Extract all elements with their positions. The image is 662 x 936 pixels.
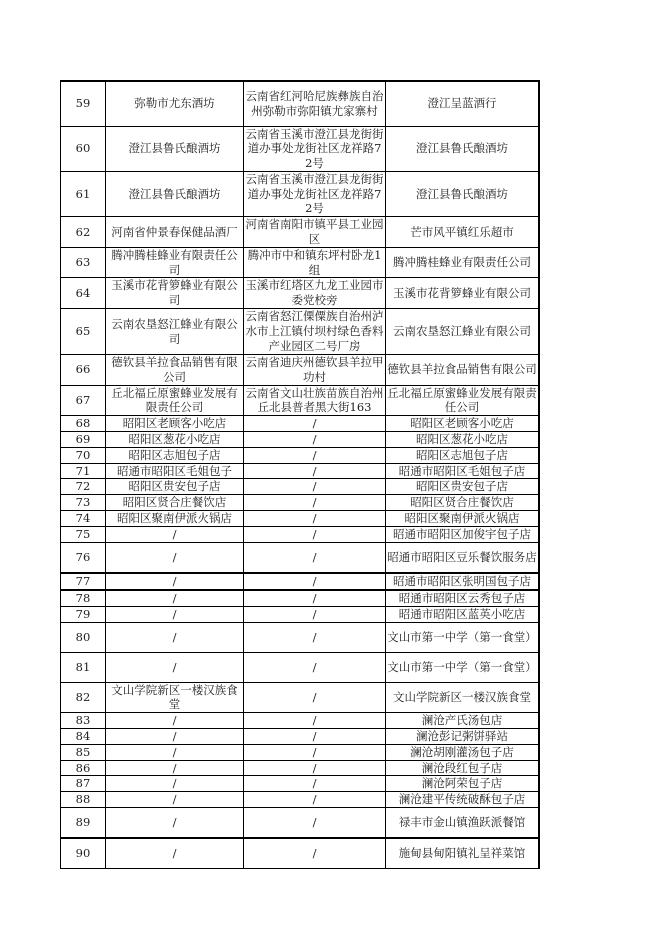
row-number-cell: 71 xyxy=(61,463,106,479)
table-row xyxy=(61,447,540,463)
producer-name-cell: / xyxy=(106,744,244,760)
producer-address-cell: / xyxy=(244,807,386,838)
producer-name-cell: 昭阳区聚南伊派火锅店 xyxy=(106,511,244,527)
seller-name-cell: 昭通市昭阳区加俊宇包子店 xyxy=(386,526,540,542)
seller-name-cell: 昭通市昭阳区毛姐包子店 xyxy=(386,463,540,479)
producer-address-cell: 云南省玉溪市澄江县龙街街道办事处龙街社区龙祥路72号 xyxy=(245,171,384,216)
producer-address-cell: / xyxy=(244,622,386,652)
table-row xyxy=(61,573,540,590)
seller-name-cell: 云南农垦怒江蜂业有限公司 xyxy=(386,309,540,355)
seller-name-cell: 昭阳区贵安包子店 xyxy=(386,479,540,495)
seller-name-cell: 澜沧段红包子店 xyxy=(386,760,540,776)
producer-name-cell: 昭阳区老顾客小吃店 xyxy=(106,416,244,432)
producer-address-cell: / xyxy=(244,447,386,463)
producer-address-cell: 云南省红河哈尼族彝族自治州弥勒市弥阳镇尤家寨村 xyxy=(244,81,386,126)
table-row xyxy=(61,526,540,542)
table-row xyxy=(61,792,540,808)
table-row xyxy=(61,652,540,682)
table-row xyxy=(61,807,540,838)
row-number-cell: 69 xyxy=(61,432,106,448)
table-row xyxy=(61,479,540,495)
producer-name-cell: 昭阳区志旭包子店 xyxy=(106,447,244,463)
producer-name-cell: 河南省仲景春保健品酒厂 xyxy=(106,217,244,248)
producer-name-cell: / xyxy=(106,573,244,590)
row-number-cell: 80 xyxy=(61,622,106,652)
producer-name-cell: 弥勒市尤东酒坊 xyxy=(106,81,244,126)
seller-name-cell: 昭通市昭阳区张明国包子店 xyxy=(386,573,540,590)
producer-name-cell: / xyxy=(106,728,244,744)
producer-name-cell: / xyxy=(106,713,244,729)
row-number-cell: 81 xyxy=(61,652,106,682)
producer-address-cell: / xyxy=(244,463,386,479)
seller-name-cell: 丘北福丘原蜜蜂业发展有限责任公司 xyxy=(386,385,540,416)
table-row xyxy=(61,217,540,248)
producer-name-cell: 昭阳区贤合庄餐饮店 xyxy=(106,495,244,511)
seller-name-cell: 芒市风平镇红乐超市 xyxy=(386,217,540,248)
producer-name-cell: / xyxy=(106,792,244,808)
row-number-cell: 66 xyxy=(61,355,106,386)
table-row xyxy=(61,776,540,792)
producer-address-cell: / xyxy=(244,682,386,713)
seller-name-cell: 昭通市昭阳区云秀包子店 xyxy=(386,590,540,606)
table-row xyxy=(61,247,540,278)
row-number-cell: 72 xyxy=(61,479,106,495)
producer-name-cell: 澄江县鲁氏酿酒坊 xyxy=(106,126,244,171)
row-number-cell: 90 xyxy=(61,838,106,868)
row-number-cell: 87 xyxy=(61,776,106,792)
row-number-cell: 79 xyxy=(61,606,106,622)
seller-name-cell: 禄丰市金山镇渔跃派餐馆 xyxy=(386,807,540,838)
producer-name-cell: / xyxy=(106,622,244,652)
table-row xyxy=(61,278,540,309)
producer-name-cell: / xyxy=(106,652,244,682)
seller-name-cell: 澄江县鲁氏酿酒坊 xyxy=(386,126,540,171)
table-row xyxy=(61,542,540,573)
table-row xyxy=(61,838,540,868)
seller-name-cell: 昭阳区葱花小吃店 xyxy=(386,432,540,448)
producer-name-cell: 德钦县羊拉食品销售有限公司 xyxy=(106,355,244,386)
producer-address-cell: / xyxy=(244,542,386,573)
producer-name-cell: 丘北福丘原蜜蜂业发展有限责任公司 xyxy=(106,385,244,416)
producer-name-cell: / xyxy=(106,760,244,776)
seller-name-cell: 昭阳区志旭包子店 xyxy=(386,447,540,463)
producer-name-cell: 云南农垦怒江蜂业有限公司 xyxy=(106,309,244,355)
producer-address-cell: 腾冲市中和镇东坪村卧龙1组 xyxy=(244,247,386,278)
producer-address-cell: / xyxy=(244,590,386,606)
producer-name-cell: 腾冲腾桂蜂业有限责任公司 xyxy=(106,247,244,278)
row-number-cell: 65 xyxy=(61,309,106,355)
row-number-cell: 67 xyxy=(61,385,106,416)
table-row xyxy=(61,416,540,432)
producer-name-cell: 昭阳区贵安包子店 xyxy=(106,479,244,495)
producer-name-cell: 文山学院新区一楼汉族食堂 xyxy=(106,682,244,713)
seller-name-cell: 施甸县甸阳镇礼呈祥菜馆 xyxy=(386,838,540,868)
producer-address-cell: 云南省怒江傈僳族自治州泸水市上江镇付坝村绿色香料产业园区二号厂房 xyxy=(245,309,384,353)
producer-address-cell: / xyxy=(244,495,386,511)
producer-address-cell: / xyxy=(244,573,386,590)
row-number-cell: 82 xyxy=(61,682,106,713)
row-number-cell: 74 xyxy=(61,511,106,527)
row-number-cell: 70 xyxy=(61,447,106,463)
producer-name-cell: / xyxy=(106,542,244,573)
seller-name-cell: 德钦县羊拉食品销售有限公司 xyxy=(386,355,540,386)
row-number-cell: 83 xyxy=(61,713,106,729)
seller-name-cell: 昭阳区贤合庄餐饮店 xyxy=(386,495,540,511)
seller-name-cell: 昭通市昭阳区豆乐餐饮服务店 xyxy=(386,542,540,573)
table-row xyxy=(61,463,540,479)
producer-name-cell: / xyxy=(106,776,244,792)
producer-address-cell: / xyxy=(244,526,386,542)
producer-name-cell: 澄江县鲁氏酿酒坊 xyxy=(106,171,244,216)
producer-address-cell: 玉溪市红塔区九龙工业园市委党校旁 xyxy=(245,278,384,308)
producer-name-cell: / xyxy=(106,526,244,542)
table-row xyxy=(61,606,540,622)
producer-name-cell: / xyxy=(106,807,244,838)
seller-name-cell: 昭阳区老顾客小吃店 xyxy=(386,416,540,432)
seller-name-cell: 澜沧胡刚灌汤包子店 xyxy=(386,744,540,760)
producer-address-cell: / xyxy=(244,511,386,527)
row-number-cell: 84 xyxy=(61,728,106,744)
seller-name-cell: 腾冲腾桂蜂业有限责任公司 xyxy=(386,247,540,278)
producer-name-cell: / xyxy=(106,606,244,622)
producer-name-cell: / xyxy=(106,590,244,606)
producer-name-cell: 玉溪市花背箩蜂业有限公司 xyxy=(106,278,244,309)
seller-name-cell: 澄江县鲁氏酿酒坊 xyxy=(386,171,540,216)
table-row xyxy=(61,760,540,776)
row-number-cell: 85 xyxy=(61,744,106,760)
table-row xyxy=(61,385,540,416)
row-number-cell: 77 xyxy=(61,573,106,590)
spreadsheet-page xyxy=(60,80,537,869)
table-row xyxy=(61,495,540,511)
table-row xyxy=(61,590,540,606)
producer-address-cell: / xyxy=(244,432,386,448)
producer-address-cell: / xyxy=(244,652,386,682)
seller-name-cell: 玉溪市花背箩蜂业有限公司 xyxy=(386,278,540,309)
seller-name-cell: 文山市第一中学（第一食堂） xyxy=(386,652,540,682)
table-row xyxy=(61,81,540,126)
row-number-cell: 62 xyxy=(61,217,106,248)
producer-address-cell: / xyxy=(244,838,386,868)
seller-name-cell: 文山学院新区一楼汉族食堂 xyxy=(386,682,540,713)
table-row xyxy=(61,713,540,729)
producer-address-cell: / xyxy=(244,760,386,776)
seller-name-cell: 澜沧建平传统破酥包子店 xyxy=(386,792,540,808)
row-number-cell: 61 xyxy=(61,171,106,216)
row-number-cell: 75 xyxy=(61,526,106,542)
row-number-cell: 89 xyxy=(61,807,106,838)
row-number-cell: 86 xyxy=(61,760,106,776)
table-row xyxy=(61,432,540,448)
producer-address-cell: / xyxy=(244,744,386,760)
seller-name-cell: 澄江呈蓝酒行 xyxy=(386,81,540,126)
seller-name-cell: 澜沧彭记粥饼驿站 xyxy=(386,728,540,744)
table-row xyxy=(61,682,540,713)
row-number-cell: 78 xyxy=(61,590,106,606)
row-number-cell: 59 xyxy=(61,81,106,126)
table-row xyxy=(61,309,540,355)
row-number-cell: 76 xyxy=(61,542,106,573)
table-body xyxy=(61,81,540,868)
table-row xyxy=(61,171,540,216)
producer-address-cell: / xyxy=(244,416,386,432)
producer-address-cell: / xyxy=(244,792,386,808)
row-number-cell: 63 xyxy=(61,247,106,278)
table-row xyxy=(61,126,540,171)
sampling-results-table xyxy=(60,80,540,869)
producer-name-cell: 昭阳区葱花小吃店 xyxy=(106,432,244,448)
producer-address-cell: / xyxy=(244,479,386,495)
row-number-cell: 88 xyxy=(61,792,106,808)
table-row xyxy=(61,622,540,652)
producer-address-cell: / xyxy=(244,776,386,792)
producer-address-cell: 云南省迪庆州德钦县羊拉甲功村 xyxy=(245,355,384,384)
row-number-cell: 73 xyxy=(61,495,106,511)
table-row xyxy=(61,511,540,527)
seller-name-cell: 澜沧产氏汤包店 xyxy=(386,713,540,729)
producer-address-cell: 云南省文山壮族苗族自治州丘北县普者黑大街163 xyxy=(245,385,384,415)
seller-name-cell: 昭阳区聚南伊派火锅店 xyxy=(386,511,540,527)
row-number-cell: 68 xyxy=(61,416,106,432)
producer-address-cell: 云南省玉溪市澄江县龙街街道办事处龙街社区龙祥路72号 xyxy=(245,126,384,171)
seller-name-cell: 昭通市昭阳区蓝英小吃店 xyxy=(386,606,540,622)
seller-name-cell: 文山市第一中学（第一食堂） xyxy=(386,622,540,652)
producer-name-cell: / xyxy=(106,838,244,868)
seller-name-cell: 澜沧阿荣包子店 xyxy=(386,776,540,792)
row-number-cell: 64 xyxy=(61,278,106,309)
producer-address-cell: / xyxy=(244,606,386,622)
table-row xyxy=(61,744,540,760)
producer-name-cell: 昭通市昭阳区毛姐包子 xyxy=(106,463,244,479)
producer-address-cell: / xyxy=(244,713,386,729)
row-number-cell: 60 xyxy=(61,126,106,171)
table-row xyxy=(61,355,540,386)
producer-address-cell: / xyxy=(244,728,386,744)
producer-address-cell: 河南省南阳市镇平县工业园区 xyxy=(245,217,384,247)
table-row xyxy=(61,728,540,744)
